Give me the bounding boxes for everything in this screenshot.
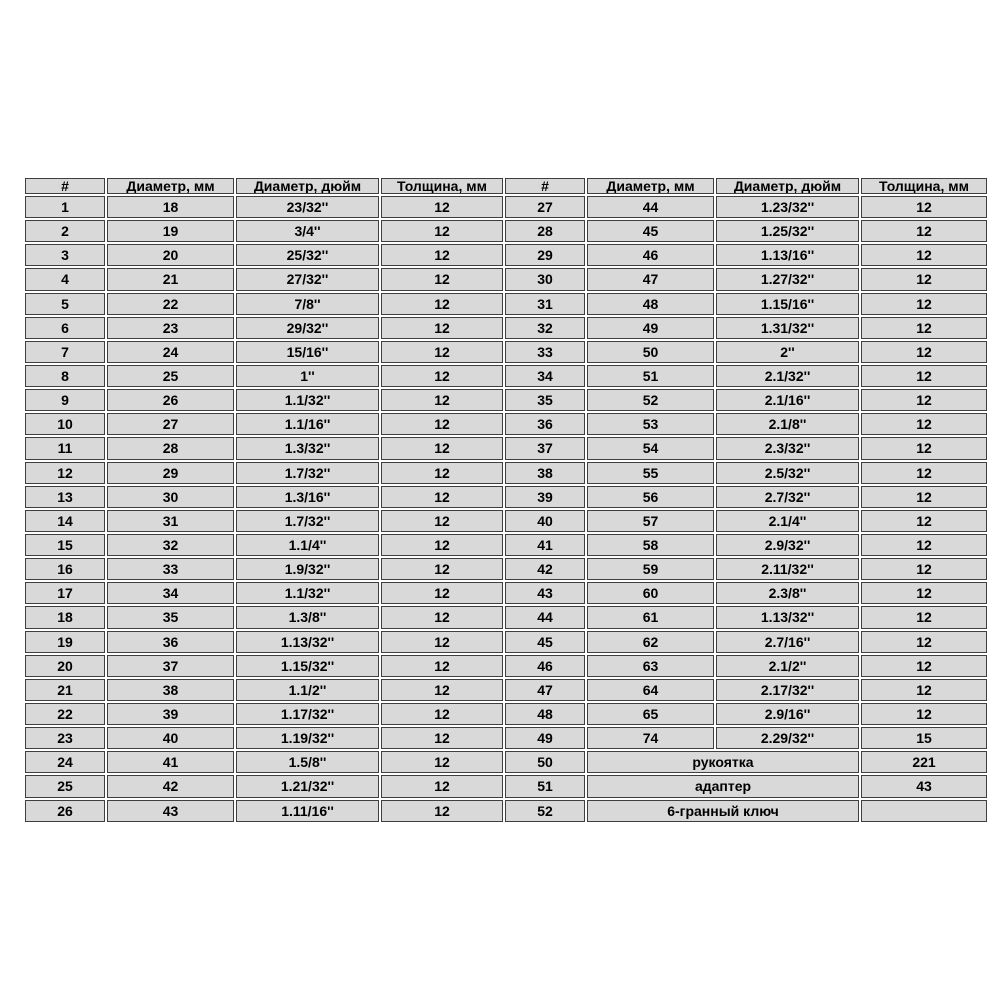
cell-diameter-mm: 33 <box>107 558 234 580</box>
cell-thickness: 12 <box>861 317 987 339</box>
table-row <box>25 582 987 604</box>
cell-number: 20 <box>25 655 105 677</box>
cell-number: 45 <box>505 631 585 653</box>
cell-thickness: 12 <box>861 413 987 435</box>
cell-thickness: 12 <box>381 606 503 628</box>
cell-diameter-inch: 29/32'' <box>236 317 379 339</box>
col-header-2: Диаметр, дюйм <box>236 178 379 194</box>
cell-number: 31 <box>505 293 585 315</box>
cell-thickness: 12 <box>861 389 987 411</box>
cell-diameter-mm: 32 <box>107 534 234 556</box>
cell-diameter-mm: 29 <box>107 462 234 484</box>
cell-diameter-inch: 1.13/32'' <box>236 631 379 653</box>
cell-thickness: 12 <box>861 341 987 363</box>
table-header <box>25 178 987 194</box>
cell-diameter-inch: 2.9/16'' <box>716 703 859 725</box>
cell-diameter-inch: 1.23/32'' <box>716 196 859 218</box>
cell-thickness: 12 <box>381 727 503 749</box>
cell-diameter-inch: 15/16'' <box>236 341 379 363</box>
cell-diameter-inch: 1.13/16'' <box>716 244 859 266</box>
cell-diameter-mm: 22 <box>107 293 234 315</box>
cell-diameter-mm: 58 <box>587 534 714 556</box>
cell-thickness: 12 <box>381 655 503 677</box>
cell-number: 12 <box>25 462 105 484</box>
cell-diameter-inch: 23/32'' <box>236 196 379 218</box>
cell-diameter-mm: 52 <box>587 389 714 411</box>
cell-diameter-inch: 2.1/8'' <box>716 413 859 435</box>
cell-diameter-mm: 38 <box>107 679 234 701</box>
cell-number: 3 <box>25 244 105 266</box>
cell-diameter-mm: 57 <box>587 510 714 532</box>
cell-thickness: 12 <box>861 510 987 532</box>
cell-thickness: 12 <box>381 268 503 290</box>
cell-diameter-inch: 2.17/32'' <box>716 679 859 701</box>
cell-number: 16 <box>25 558 105 580</box>
cell-diameter-mm: 42 <box>107 775 234 797</box>
cell-diameter-mm: 41 <box>107 751 234 773</box>
cell-diameter-inch: 1.9/32'' <box>236 558 379 580</box>
table-row <box>25 606 987 628</box>
cell-diameter-inch: 1.1/2'' <box>236 679 379 701</box>
cell-thickness: 12 <box>861 679 987 701</box>
cell-diameter-inch: 1.3/32'' <box>236 437 379 459</box>
cell-diameter-inch: 2.5/32'' <box>716 462 859 484</box>
table-row <box>25 317 987 339</box>
cell-diameter-mm: 21 <box>107 268 234 290</box>
table-row <box>25 558 987 580</box>
cell-diameter-inch: 1.13/32'' <box>716 606 859 628</box>
cell-diameter-inch: 1.3/16'' <box>236 486 379 508</box>
cell-diameter-mm: 55 <box>587 462 714 484</box>
cell-number: 47 <box>505 679 585 701</box>
table-row <box>25 220 987 242</box>
cell-diameter-mm: 40 <box>107 727 234 749</box>
table-body <box>25 196 987 822</box>
cell-thickness: 12 <box>381 341 503 363</box>
cell-number: 13 <box>25 486 105 508</box>
cell-thickness: 12 <box>381 196 503 218</box>
table-row <box>25 365 987 387</box>
table-row <box>25 244 987 266</box>
cell-number: 42 <box>505 558 585 580</box>
cell-number: 38 <box>505 462 585 484</box>
cell-diameter-mm: 63 <box>587 655 714 677</box>
cell-thickness: 12 <box>861 631 987 653</box>
cell-diameter-inch: 2.3/32'' <box>716 437 859 459</box>
table-row <box>25 800 987 822</box>
cell-diameter-inch: 1.15/16'' <box>716 293 859 315</box>
cell-number: 50 <box>505 751 585 773</box>
cell-diameter-inch: 2.7/16'' <box>716 631 859 653</box>
cell-diameter-mm: 19 <box>107 220 234 242</box>
cell-diameter-mm: 48 <box>587 293 714 315</box>
cell-diameter-inch: 1.3/8'' <box>236 606 379 628</box>
size-table-container <box>23 176 977 824</box>
cell-number: 1 <box>25 196 105 218</box>
cell-thickness: 12 <box>381 293 503 315</box>
cell-diameter-mm: 44 <box>587 196 714 218</box>
cell-diameter-mm: 50 <box>587 341 714 363</box>
cell-number: 30 <box>505 268 585 290</box>
cell-diameter-inch: 1.25/32'' <box>716 220 859 242</box>
cell-diameter-inch: 1.7/32'' <box>236 510 379 532</box>
cell-thickness: 12 <box>861 220 987 242</box>
col-header-5: Диаметр, мм <box>587 178 714 194</box>
cell-diameter-inch: 25/32'' <box>236 244 379 266</box>
table-row <box>25 268 987 290</box>
header-row <box>25 178 987 194</box>
cell-diameter-mm: 39 <box>107 703 234 725</box>
cell-thickness: 12 <box>381 751 503 773</box>
cell-number: 32 <box>505 317 585 339</box>
cell-diameter-mm: 56 <box>587 486 714 508</box>
cell-diameter-mm: 64 <box>587 679 714 701</box>
cell-diameter-mm: 59 <box>587 558 714 580</box>
cell-diameter-mm: 45 <box>587 220 714 242</box>
cell-number: 17 <box>25 582 105 604</box>
cell-number: 6 <box>25 317 105 339</box>
cell-thickness: 15 <box>861 727 987 749</box>
col-header-0: # <box>25 178 105 194</box>
cell-diameter-mm: 49 <box>587 317 714 339</box>
cell-diameter-inch: 1.17/32'' <box>236 703 379 725</box>
cell-number: 35 <box>505 389 585 411</box>
cell-diameter-inch: 2.1/16'' <box>716 389 859 411</box>
cell-number: 29 <box>505 244 585 266</box>
cell-thickness: 12 <box>861 534 987 556</box>
table-row <box>25 751 987 773</box>
cell-number: 44 <box>505 606 585 628</box>
cell-thickness: 12 <box>861 268 987 290</box>
table-row <box>25 534 987 556</box>
cell-thickness: 12 <box>381 703 503 725</box>
table-row <box>25 727 987 749</box>
cell-number: 14 <box>25 510 105 532</box>
cell-diameter-inch: 2.3/8'' <box>716 582 859 604</box>
cell-number: 2 <box>25 220 105 242</box>
cell-diameter-inch: 1.1/16'' <box>236 413 379 435</box>
cell-diameter-mm: 18 <box>107 196 234 218</box>
cell-diameter-inch: 2.9/32'' <box>716 534 859 556</box>
cell-diameter-inch: 27/32'' <box>236 268 379 290</box>
cell-thickness: 12 <box>381 558 503 580</box>
cell-thickness: 12 <box>381 220 503 242</box>
cell-number: 9 <box>25 389 105 411</box>
cell-number: 8 <box>25 365 105 387</box>
cell-diameter-mm: 60 <box>587 582 714 604</box>
cell-diameter-inch: 2.1/4'' <box>716 510 859 532</box>
cell-thickness <box>861 800 987 822</box>
cell-thickness: 12 <box>861 293 987 315</box>
cell-thickness: 12 <box>381 462 503 484</box>
cell-number: 11 <box>25 437 105 459</box>
cell-diameter-inch: 1.31/32'' <box>716 317 859 339</box>
cell-diameter-mm: 46 <box>587 244 714 266</box>
cell-number: 39 <box>505 486 585 508</box>
cell-diameter-inch: 2.1/32'' <box>716 365 859 387</box>
cell-number: 25 <box>25 775 105 797</box>
cell-thickness: 12 <box>381 534 503 556</box>
cell-thickness: 12 <box>861 196 987 218</box>
cell-thickness: 12 <box>861 558 987 580</box>
cell-thickness: 12 <box>381 582 503 604</box>
cell-diameter-mm: 62 <box>587 631 714 653</box>
cell-diameter-mm: 51 <box>587 365 714 387</box>
cell-diameter-mm: 61 <box>587 606 714 628</box>
cell-diameter-mm: 27 <box>107 413 234 435</box>
cell-diameter-inch: 1.1/4'' <box>236 534 379 556</box>
cell-number: 5 <box>25 293 105 315</box>
cell-thickness: 12 <box>861 437 987 459</box>
cell-thickness: 12 <box>381 800 503 822</box>
cell-number: 7 <box>25 341 105 363</box>
cell-diameter-mm: 34 <box>107 582 234 604</box>
table-row <box>25 486 987 508</box>
cell-thickness: 12 <box>861 462 987 484</box>
cell-thickness: 12 <box>381 317 503 339</box>
table-row <box>25 510 987 532</box>
cell-number: 28 <box>505 220 585 242</box>
cell-diameter-mm: 25 <box>107 365 234 387</box>
cell-diameter-mm: 37 <box>107 655 234 677</box>
cell-thickness: 12 <box>861 582 987 604</box>
col-header-4: # <box>505 178 585 194</box>
cell-thickness: 43 <box>861 775 987 797</box>
cell-number: 46 <box>505 655 585 677</box>
table-row <box>25 413 987 435</box>
cell-diameter-mm: 31 <box>107 510 234 532</box>
cell-thickness: 12 <box>381 486 503 508</box>
cell-thickness: 12 <box>381 437 503 459</box>
cell-diameter-mm: 35 <box>107 606 234 628</box>
table-row <box>25 462 987 484</box>
cell-diameter-mm: 30 <box>107 486 234 508</box>
cell-diameter-inch: 2.7/32'' <box>716 486 859 508</box>
cell-thickness: 12 <box>861 655 987 677</box>
table-row <box>25 341 987 363</box>
size-table <box>23 176 989 824</box>
cell-number: 26 <box>25 800 105 822</box>
cell-thickness: 12 <box>381 365 503 387</box>
cell-diameter-inch: 1'' <box>236 365 379 387</box>
cell-number: 22 <box>25 703 105 725</box>
cell-thickness: 12 <box>381 413 503 435</box>
cell-diameter-inch: 3/4'' <box>236 220 379 242</box>
table-row <box>25 437 987 459</box>
cell-number: 40 <box>505 510 585 532</box>
cell-number: 27 <box>505 196 585 218</box>
cell-diameter-mm: 54 <box>587 437 714 459</box>
cell-number: 51 <box>505 775 585 797</box>
cell-thickness: 12 <box>381 510 503 532</box>
cell-number: 15 <box>25 534 105 556</box>
cell-diameter-inch: 1.21/32'' <box>236 775 379 797</box>
cell-number: 18 <box>25 606 105 628</box>
cell-diameter-mm: 65 <box>587 703 714 725</box>
cell-diameter-mm: 20 <box>107 244 234 266</box>
table-row <box>25 196 987 218</box>
cell-diameter-inch: 1.19/32'' <box>236 727 379 749</box>
cell-number: 52 <box>505 800 585 822</box>
table-row <box>25 679 987 701</box>
cell-diameter-mm: 24 <box>107 341 234 363</box>
table-row <box>25 389 987 411</box>
cell-number: 23 <box>25 727 105 749</box>
col-header-6: Диаметр, дюйм <box>716 178 859 194</box>
cell-number: 43 <box>505 582 585 604</box>
cell-diameter-inch: 2.11/32'' <box>716 558 859 580</box>
cell-diameter-inch: 1.1/32'' <box>236 582 379 604</box>
cell-thickness: 12 <box>861 703 987 725</box>
table-row <box>25 775 987 797</box>
cell-number: 48 <box>505 703 585 725</box>
cell-merged-label: 6-гранный ключ <box>587 800 859 822</box>
cell-number: 21 <box>25 679 105 701</box>
cell-diameter-inch: 2.29/32'' <box>716 727 859 749</box>
cell-diameter-inch: 1.11/16'' <box>236 800 379 822</box>
table-row <box>25 631 987 653</box>
cell-thickness: 12 <box>861 244 987 266</box>
cell-thickness: 12 <box>861 365 987 387</box>
cell-number: 36 <box>505 413 585 435</box>
cell-diameter-inch: 1.5/8'' <box>236 751 379 773</box>
cell-number: 24 <box>25 751 105 773</box>
cell-thickness: 12 <box>381 244 503 266</box>
cell-thickness: 12 <box>381 631 503 653</box>
cell-diameter-inch: 1.15/32'' <box>236 655 379 677</box>
cell-diameter-mm: 74 <box>587 727 714 749</box>
cell-diameter-mm: 53 <box>587 413 714 435</box>
cell-number: 34 <box>505 365 585 387</box>
cell-number: 37 <box>505 437 585 459</box>
cell-diameter-mm: 23 <box>107 317 234 339</box>
cell-number: 10 <box>25 413 105 435</box>
col-header-7: Толщина, мм <box>861 178 987 194</box>
cell-number: 33 <box>505 341 585 363</box>
table-row <box>25 655 987 677</box>
col-header-1: Диаметр, мм <box>107 178 234 194</box>
cell-diameter-mm: 47 <box>587 268 714 290</box>
cell-diameter-inch: 7/8'' <box>236 293 379 315</box>
cell-diameter-mm: 28 <box>107 437 234 459</box>
cell-diameter-inch: 1.1/32'' <box>236 389 379 411</box>
cell-thickness: 12 <box>861 606 987 628</box>
cell-number: 41 <box>505 534 585 556</box>
cell-thickness: 12 <box>861 486 987 508</box>
cell-diameter-mm: 26 <box>107 389 234 411</box>
cell-thickness: 12 <box>381 679 503 701</box>
cell-merged-label: адаптер <box>587 775 859 797</box>
table-row <box>25 293 987 315</box>
cell-number: 49 <box>505 727 585 749</box>
cell-number: 4 <box>25 268 105 290</box>
cell-thickness: 221 <box>861 751 987 773</box>
cell-thickness: 12 <box>381 389 503 411</box>
cell-diameter-inch: 1.7/32'' <box>236 462 379 484</box>
cell-number: 19 <box>25 631 105 653</box>
cell-thickness: 12 <box>381 775 503 797</box>
cell-diameter-mm: 36 <box>107 631 234 653</box>
cell-diameter-inch: 2'' <box>716 341 859 363</box>
cell-merged-label: рукоятка <box>587 751 859 773</box>
cell-diameter-inch: 1.27/32'' <box>716 268 859 290</box>
cell-diameter-mm: 43 <box>107 800 234 822</box>
table-row <box>25 703 987 725</box>
cell-diameter-inch: 2.1/2'' <box>716 655 859 677</box>
col-header-3: Толщина, мм <box>381 178 503 194</box>
